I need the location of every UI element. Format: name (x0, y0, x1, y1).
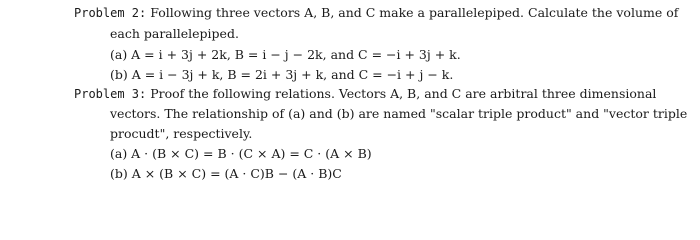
problem-3-line-1 (74, 86, 656, 102)
problem-3-item-b (110, 166, 342, 182)
problem-2-line-2 (110, 26, 239, 42)
problem-3-item-a-text: (a) A · (B × C) = B · (C × A) = C · (A × B) (110, 146, 372, 161)
problem-3-line-2 (110, 106, 687, 122)
problem-2-label: Problem 2: (74, 6, 147, 20)
problem-3-text-end: procudt", respectively. (110, 126, 253, 141)
problem-3-line-3 (110, 126, 252, 142)
problem-2-line-1 (74, 5, 678, 21)
problem-3-item-b-text: (b) A × (B × C) = (A · C)B − (A · B)C (110, 166, 342, 181)
problem-2-item-a (110, 47, 461, 63)
problem-3-text-continued: vectors. The relationship of (a) and (b) are named "scalar triple product" and "vector triple (110, 106, 688, 121)
problem-3-text: Proof the following relations. Vectors A, B, and C are arbitral three dimensional (150, 86, 657, 101)
problem-2-item-b-text: (b) A = i − 3j + k, B = 2i + 3j + k, and C = −i + j − k. (110, 67, 454, 82)
problem-2-text: Following three vectors A, B, and C make a parallelepiped. Calculate the volume of (150, 5, 679, 20)
problem-2-item-b (110, 67, 453, 83)
problem-3-label: Problem 3: (74, 87, 147, 101)
problem-2-item-a-text: (a) A = i + 3j + 2k, B = i − j − 2k, and C = −i + 3j + k. (110, 47, 461, 62)
problem-3-item-a (110, 146, 372, 162)
problem-2-text-continued: each parallelepiped. (110, 26, 239, 41)
